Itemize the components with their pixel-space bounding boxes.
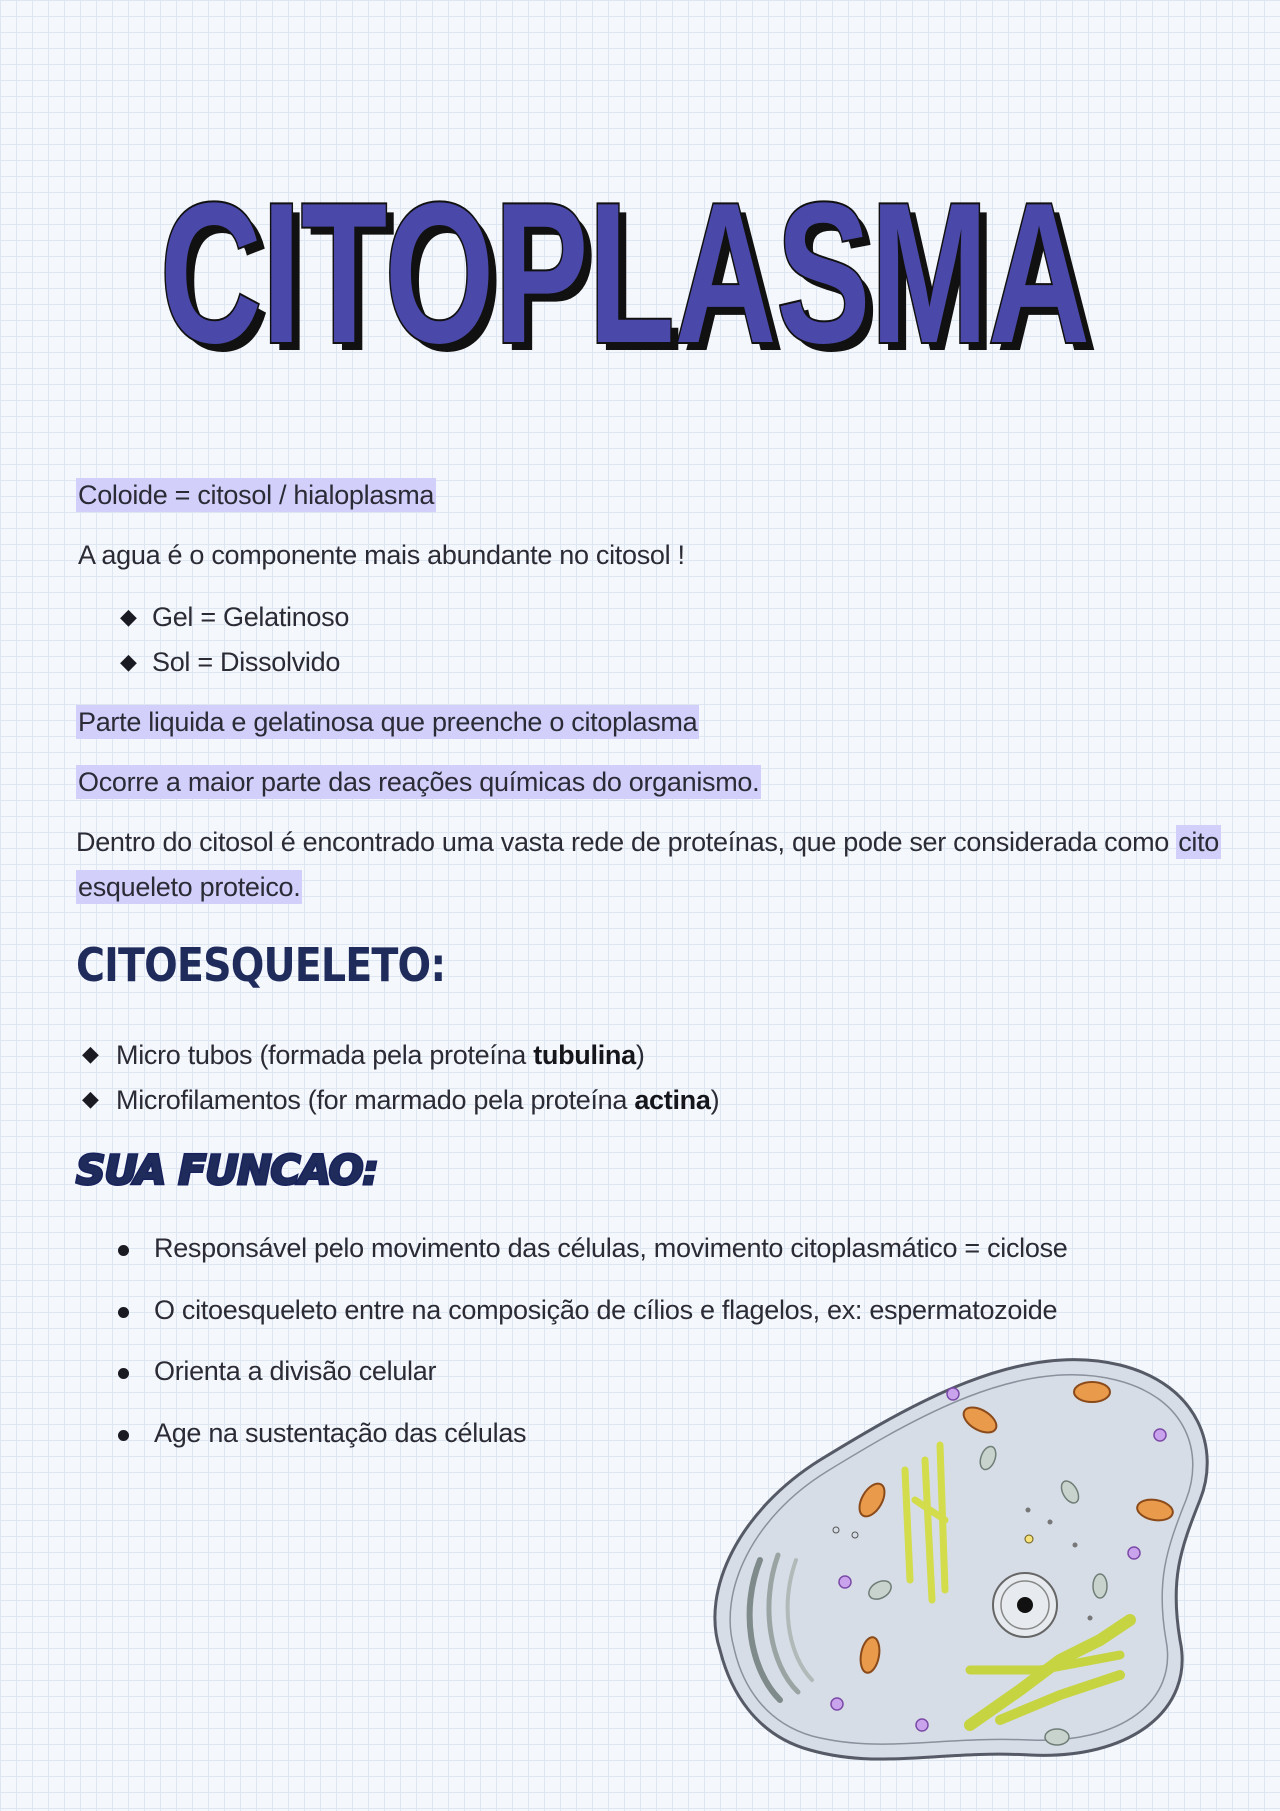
list-item-sol: Sol = Dissolvido [152,647,341,677]
item-text: ) [710,1085,720,1115]
item-bold-actina: actina [634,1085,711,1115]
diamond-bullet-icon: ◆ [82,1042,99,1067]
intro-line-dentro [76,827,1221,858]
diamond-bullet-icon: ◆ [120,650,137,675]
funcao-item-3: Orienta a divisão celular [154,1356,437,1386]
dentro-text: Dentro do citosol é encontrado uma vasta rede de proteínas, que pode ser considerada como [76,827,1177,857]
citoesqueleto-item-microtubos [116,1040,645,1071]
highlight-esqueleto: esqueleto proteico. [78,872,301,902]
intro-line-coloide [76,480,436,511]
title-text: CITOPLASMA [160,162,1090,380]
highlight-cito: cito [1178,827,1220,857]
funcao-heading: SUA FUNCAO: [76,1148,378,1194]
dot-bullet-icon [118,1430,129,1441]
dot-bullet-icon [118,1245,129,1256]
highlight-coloide: Coloide = citosol / hialoplasma [78,480,435,510]
intro-line-parte [76,707,699,738]
funcao-item-1: Responsável pelo movimento das células, movimento citoplasmático = ciclose [154,1233,1068,1263]
funcao-item-4: Age na sustentação das células [154,1418,527,1448]
page-title [160,140,1120,380]
diamond-bullet-icon: ◆ [82,1087,99,1112]
intro-line-ocorre [76,767,761,798]
citoesqueleto-heading: CITOESQUELETO: [76,938,446,992]
diamond-bullet-icon: ◆ [120,605,137,630]
list-item-gel: Gel = Gelatinoso [152,602,350,632]
intro-line-agua: A agua é o componente mais abundante no citosol ! [78,540,685,570]
dot-bullet-icon [118,1368,129,1379]
item-text: ) [635,1040,645,1070]
funcao-item-2: O citoesqueleto entre na composição de cílios e flagelos, ex: espermatozoide [154,1295,1058,1325]
item-bold-tubulina: tubulina [533,1040,636,1070]
highlight-ocorre: Ocorre a maior parte das reações químicas do organismo. [78,767,760,797]
highlight-parte: Parte liquida e gelatinosa que preenche o citoplasma [78,707,698,737]
intro-line-esqueleto [76,872,302,903]
item-text: Microfilamentos (for marmado pela proteína [116,1085,635,1115]
citoesqueleto-item-microfilamentos [116,1085,719,1116]
title-shadow: CITOPLASMA [168,170,1098,380]
item-text: Micro tubos (formada pela proteína [116,1040,534,1070]
animal-cell-icon [700,1350,1230,1770]
dot-bullet-icon [118,1307,129,1318]
